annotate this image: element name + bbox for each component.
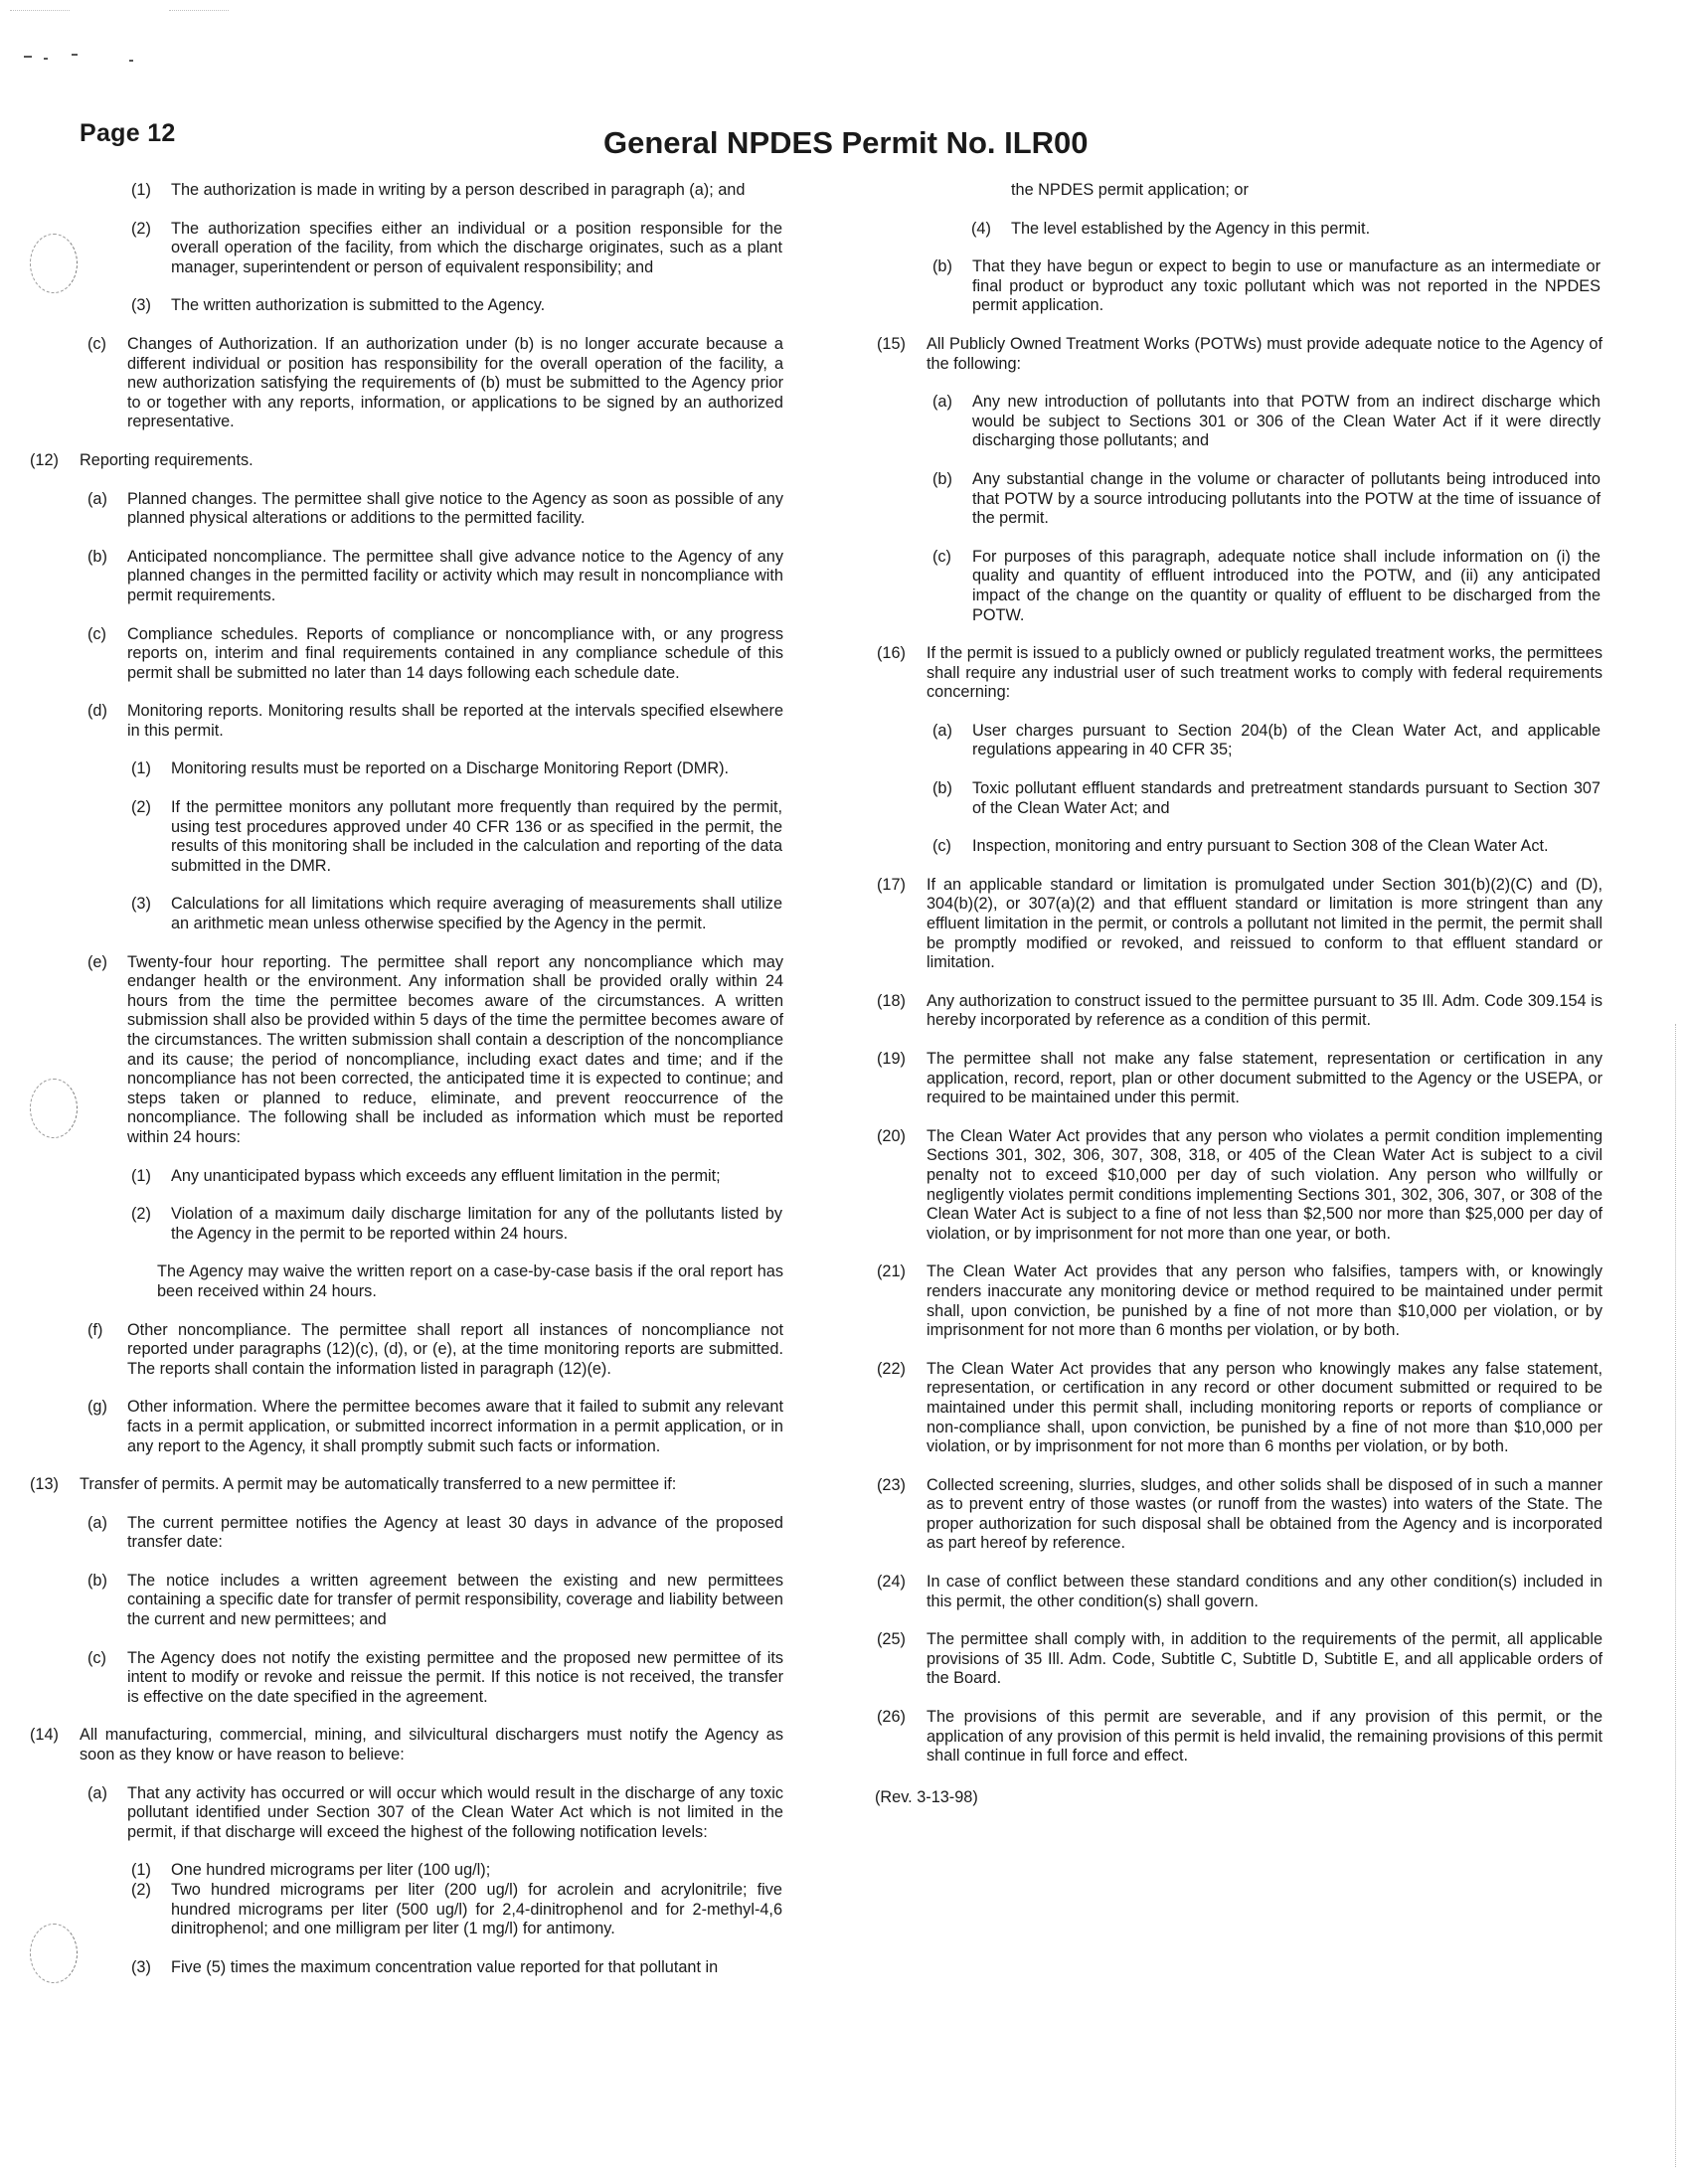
paragraph	[60, 798, 783, 876]
page-title: General NPDES Permit No. ILR00	[603, 125, 1089, 160]
paragraph	[875, 1573, 1605, 1611]
paragraph	[30, 450, 783, 471]
paragraph-number: (e)	[87, 952, 107, 971]
paragraph-text: Violation of a maximum daily discharge limitation for any of the pollutants listed by the Agency in the permit to be reported within 24 hours.	[171, 1205, 782, 1243]
paragraph-text: Two hundred micrograms per liter (200 ug/l) for acrolein and acrylonitrile; five hundred micrograms per liter (500 ug/l) for 2,4-dinitrophenol and for 2-methyl-4,6 dinitrophenol; and one milligram per liter (1 mg/l) for antimony.	[171, 1881, 782, 1938]
paragraph-number: (2)	[131, 1205, 151, 1224]
paragraph	[60, 490, 783, 529]
paragraph-number: (a)	[87, 489, 107, 508]
paragraph	[875, 548, 1605, 625]
paragraph-text: Planned changes. The permittee shall give notice to the Agency as soon as possible of any planned physical alterations or additions to the permitted facility.	[127, 489, 783, 528]
scan-top-dots-left	[10, 10, 70, 12]
paragraph-text: That any activity has occurred or will occur which would result in the discharge of any toxic pollutant identified under Section 307 of the Clean Water Act which is not limited in the permit, if that discharge will exceed the highest of the following notification levels:	[127, 1783, 783, 1841]
paragraph	[875, 992, 1605, 1031]
paragraph	[60, 1572, 783, 1630]
paragraph	[60, 181, 783, 201]
paragraph-text: Toxic pollutant effluent standards and pretreatment standards pursuant to Section 307 of the Clean Water Act; and	[972, 779, 1601, 817]
paragraph	[875, 779, 1605, 818]
paragraph-number: (17)	[877, 875, 906, 894]
paragraph-text: Monitoring results must be reported on a Discharge Monitoring Report (DMR).	[171, 759, 730, 778]
paragraph-number: (a)	[932, 721, 952, 740]
paragraph-number: (g)	[87, 1398, 107, 1417]
paragraph	[60, 953, 783, 1148]
paragraph-text: The Clean Water Act provides that any person who falsifies, tampers with, or knowingly renders inaccurate any monitoring device or method required to be maintained under permit shall, upon conviction, be punished by a fine of not more than $10,000 per violation, or by imprisonment for not more than 6 months per violation, or by both.	[927, 1262, 1603, 1340]
paragraph-number: (13)	[30, 1475, 59, 1494]
paragraph-number: (3)	[131, 895, 151, 914]
paragraph	[30, 1726, 783, 1764]
paragraph-text: Monitoring reports. Monitoring results shall be reported at the intervals specified elsewhere in this permit.	[127, 702, 783, 740]
paragraph-text: the NPDES permit application; or	[1011, 181, 1249, 199]
paragraph-number: (22)	[877, 1359, 906, 1378]
paragraph-number: (f)	[87, 1320, 103, 1339]
paragraph-number: (a)	[87, 1783, 107, 1802]
paragraph-text: The Clean Water Act provides that any person who knowingly makes any false statement, representation, or certification in any record or other document submitted or required to be maintained under this permit shall, including monitoring reports or reports of compliance or non-compliance shall, upon conviction, be punished by a fine of not more than $10,000 per violation, or by imprisonment for not more than 6 months per violation, or by both.	[927, 1359, 1603, 1456]
paragraph	[60, 1514, 783, 1553]
paragraph	[875, 220, 1605, 240]
paragraph	[875, 1708, 1605, 1766]
paragraph	[60, 296, 783, 316]
paragraph-text: Transfer of permits. A permit may be automatically transferred to a new permittee if:	[80, 1475, 677, 1494]
scan-edge-line	[1674, 1024, 1676, 2167]
paragraph-text: Five (5) times the maximum concentration value reported for that pollutant in	[171, 1957, 719, 1976]
paragraph-number: (25)	[877, 1630, 906, 1649]
paragraph	[875, 393, 1605, 451]
paragraph-text: All Publicly Owned Treatment Works (POTWs) must provide adequate notice to the Agency of the following:	[927, 334, 1603, 373]
paragraph	[875, 257, 1605, 316]
paragraph-number: (14)	[30, 1726, 59, 1745]
paragraph-text: Collected screening, slurries, sludges, and other solids shall be disposed of in such a manner as to prevent entry of those wastes (or runoff from the wastes) into waters of the State. The proper authorization for such disposal shall be obtained from the Agency and is incorporated as part hereof by reference.	[927, 1475, 1603, 1553]
paragraph-text: Any authorization to construct issued to the permittee pursuant to 35 Ill. Adm. Code 309.154 is hereby incorporated by reference as a condition of this permit.	[927, 991, 1603, 1030]
paragraph-text: The written authorization is submitted to the Agency.	[171, 296, 546, 315]
paragraph-number: (26)	[877, 1708, 906, 1727]
paragraph-number: (c)	[932, 837, 951, 856]
paragraph-number: (3)	[131, 296, 151, 315]
paragraph-text: If an applicable standard or limitation is promulgated under Section 301(b)(2)(C) and (D), 304(b)(2), or 307(a)(2) and that effluent standard or limitation is more stringent than any effluent limitation in the permit, or controls a pollutant not limited in the permit, the permit shall be promptly modified or revoked, and reissued to conform to that effluent standard or limitation.	[927, 875, 1603, 972]
paragraph-number: (d)	[87, 702, 107, 721]
paragraph-number: (4)	[971, 219, 991, 238]
revision-note: (Rev. 3-13-98)	[875, 1787, 978, 1806]
paragraph-text: The notice includes a written agreement between the existing and new permittees containing a specific date for transfer of permit responsibility, coverage and liability between the current and new permittees; and	[127, 1571, 783, 1629]
paragraph	[60, 702, 783, 741]
paragraph-text: The Clean Water Act provides that any person who violates a permit condition implementing Sections 301, 302, 306, 307, 308, 318, or 405 of the Clean Water Act is subject to a civil penalty not to exceed $10,000 per day of such violation. Any person who willfully or negligently violates permit conditions implementing Sections 301, 302, 306, 307, or 308 of the Clean Water Act is subject to a fine of not less than $2,500 nor more than $25,000 per day of violation, or by imprisonment for not more than one year, or both.	[927, 1126, 1603, 1243]
paragraph	[60, 1262, 783, 1301]
paragraph-number: (c)	[87, 1648, 106, 1667]
paragraph-text: All manufacturing, commercial, mining, and silvicultural dischargers must notify the Agency as soon as they know or have reason to believe:	[80, 1726, 783, 1764]
paragraph-number: (b)	[87, 547, 107, 566]
scan-speck	[44, 58, 48, 60]
paragraph-number: (15)	[877, 334, 906, 353]
paragraph-text: Reporting requirements.	[80, 450, 253, 469]
paragraph	[875, 181, 1605, 201]
paragraph-number: (19)	[877, 1050, 906, 1068]
paragraph-number: (b)	[932, 257, 952, 276]
paragraph-number: (2)	[131, 1881, 151, 1899]
paragraph-text: The authorization specifies either an individual or a position responsible for the overall operation of the facility, from which the discharge originates, such as a plant manager, superintendent or person of equivalent responsibility; and	[171, 219, 782, 276]
paragraph	[60, 1881, 783, 1939]
paragraph-number: (c)	[932, 547, 951, 566]
paragraph-number: (1)	[131, 1166, 151, 1185]
paragraph-number: (3)	[131, 1957, 151, 1976]
paragraph-text: The Agency does not notify the existing permittee and the proposed new permittee of its intent to modify or revoke and reissue the permit. If this notice is not received, the transfer is effective on the date specified in the agreement.	[127, 1648, 783, 1706]
paragraph	[60, 1321, 783, 1380]
paragraph	[60, 1398, 783, 1456]
paragraph	[60, 548, 783, 606]
paragraph	[875, 722, 1605, 760]
paragraph-text: The Agency may waive the written report on a case-by-case basis if the oral report has been received within 24 hours.	[157, 1262, 783, 1300]
scan-speck	[129, 60, 133, 62]
paragraph-number: (1)	[131, 1861, 151, 1880]
paragraph	[875, 470, 1605, 529]
paragraph-number: (20)	[877, 1126, 906, 1145]
paragraph	[875, 1127, 1605, 1245]
paragraph-text: The permittee shall not make any false statement, representation or certification in any application, record, report, plan or other document submitted to the Agency or the USEPA, or required to be maintained under this permit.	[927, 1050, 1603, 1107]
paragraph-number: (b)	[932, 469, 952, 488]
page-number: Page 12	[80, 119, 176, 147]
right-column	[875, 181, 1605, 1807]
paragraph-text: The level established by the Agency in this permit.	[1011, 219, 1371, 238]
paragraph	[60, 895, 783, 933]
paragraph-text: The permittee shall comply with, in addition to the requirements of the permit, all applicable provisions of 35 Ill. Adm. Code, Subtitle C, Subtitle D, Subtitle E, and all applicable orders of the Board.	[927, 1630, 1603, 1688]
paragraph-number: (b)	[932, 779, 952, 798]
paragraph	[875, 1630, 1605, 1689]
scan-speck	[24, 56, 32, 58]
scan-speck	[72, 54, 78, 56]
paragraph-text: If the permittee monitors any pollutant more frequently than required by the permit, using test procedures approved under 40 CFR 136 or as specified in the permit, the results of this monitoring shall be included in the calculation and reporting of the data submitted in the DMR.	[171, 798, 782, 875]
paragraph-number: (c)	[87, 334, 106, 353]
paragraph-text: Compliance schedules. Reports of compliance or noncompliance with, or any progress reports on, interim and final requirements contained in any compliance schedule of this permit shall be submitted no later than 14 days following each schedule date.	[127, 624, 783, 682]
paragraph-text: The provisions of this permit are severable, and if any provision of this permit, or the application of any provision of this permit is held invalid, the remaining provisions of this permit shall continue in full force and effect.	[927, 1708, 1603, 1765]
paragraph	[875, 1360, 1605, 1457]
paragraph-text: Any substantial change in the volume or character of pollutants being introduced into that POTW by a source introducing pollutants into the POTW at the time of issuance of the permit.	[972, 469, 1601, 528]
paragraph-number: (16)	[877, 644, 906, 663]
paragraph-text: One hundred micrograms per liter (100 ug/l);	[171, 1861, 491, 1880]
paragraph	[875, 876, 1605, 973]
paragraph	[875, 837, 1605, 857]
paragraph	[875, 1476, 1605, 1554]
paragraph-number: (24)	[877, 1573, 906, 1592]
paragraph	[60, 759, 783, 779]
left-column	[30, 181, 783, 1996]
paragraph	[875, 644, 1605, 703]
paragraph	[30, 1475, 783, 1495]
paragraph-number: (2)	[131, 219, 151, 238]
paragraph-text: Inspection, monitoring and entry pursuant to Section 308 of the Clean Water Act.	[972, 837, 1549, 856]
paragraph	[60, 220, 783, 278]
paragraph-text: User charges pursuant to Section 204(b) of the Clean Water Act, and applicable regulations appearing in 40 CFR 35;	[972, 721, 1601, 759]
paragraph-number: (18)	[877, 991, 906, 1010]
paragraph-number: (1)	[131, 181, 151, 199]
scan-top-dots-mid	[169, 10, 229, 12]
paragraph-text: The current permittee notifies the Agency at least 30 days in advance of the proposed transfer date:	[127, 1513, 783, 1552]
paragraph-text: Any unanticipated bypass which exceeds any effluent limitation in the permit;	[171, 1166, 721, 1185]
paragraph-text: Other information. Where the permittee becomes aware that it failed to submit any relevant facts in a permit application, or submitted incorrect information in a permit application, or in any report to the Agency, it shall promptly submit such facts or information.	[127, 1398, 783, 1455]
paragraph	[60, 1167, 783, 1187]
paragraph-text: Calculations for all limitations which require averaging of measurements shall utilize an arithmetic mean unless otherwise specified by the Agency in the permit.	[171, 895, 782, 933]
paragraph-text: In case of conflict between these standard conditions and any other condition(s) included in this permit, the other condition(s) shall govern.	[927, 1573, 1603, 1610]
paragraph-number: (1)	[131, 759, 151, 778]
paragraph	[60, 1861, 783, 1881]
paragraph	[875, 335, 1605, 374]
paragraph	[60, 1649, 783, 1708]
paragraph-number: (23)	[877, 1475, 906, 1494]
paragraph-text: If the permit is issued to a publicly owned or publicly regulated treatment works, the permittees shall require any industrial user of such treatment works to comply with federal requirements concerning:	[927, 644, 1603, 702]
paragraph-text: Any new introduction of pollutants into that POTW from an indirect discharge which would be subject to Sections 301 or 306 of the Clean Water Act if it were directly discharging those pollutants; and	[972, 393, 1601, 450]
paragraph-text: Other noncompliance. The permittee shall report all instances of noncompliance not reported under paragraphs (12)(c), (d), or (e), at the time monitoring reports are submitted. The reports shall contain the information listed in paragraph (12)(e).	[127, 1320, 783, 1378]
paragraph-text: Changes of Authorization. If an authorization under (b) is no longer accurate because a different individual or position has responsibility for the overall operation of the facility, a new authorization satisfying the requirements of (b) must be submitted to the Agency prior to or together with any reports, information, or applications to be signed by an authorized representative.	[127, 334, 783, 431]
paragraph-number: (a)	[87, 1513, 107, 1532]
paragraph	[60, 625, 783, 684]
paragraph-number: (12)	[30, 450, 59, 469]
paragraph	[60, 1205, 783, 1244]
paragraph	[60, 1958, 783, 1978]
paragraph-text: The authorization is made in writing by a person described in paragraph (a); and	[171, 181, 746, 199]
paragraph	[875, 1262, 1605, 1340]
paragraph-number: (b)	[87, 1571, 107, 1590]
paragraph-text: Anticipated noncompliance. The permittee shall give advance notice to the Agency of any planned changes in the permitted facility or activity which may result in noncompliance with permit requirements.	[127, 547, 783, 604]
paragraph-text: That they have begun or expect to begin to use or manufacture as an intermediate or final product or byproduct any toxic pollutant which was not reported in the NPDES permit application.	[972, 257, 1601, 315]
paragraph	[60, 1784, 783, 1843]
paragraph	[875, 1050, 1605, 1108]
paragraph-text: Twenty-four hour reporting. The permittee shall report any noncompliance which may endanger health or the environment. Any information shall be provided orally within 24 hours from the time the permittee becomes aware of the circumstances. A written submission shall also be provided within 5 days of the time the permittee becomes aware of the circumstances. The written submission shall contain a description of the noncompliance and its cause; the period of noncompliance, including exact dates and time; and if the noncompliance has not been corrected, the anticipated time it is expected to continue; and steps taken or planned to reduce, eliminate, and prevent reoccurrence of the noncompliance. The following shall be included as information which must be reported within 24 hours:	[127, 952, 783, 1146]
paragraph-number: (21)	[877, 1262, 906, 1281]
paragraph-number: (a)	[932, 393, 952, 412]
paragraph	[60, 335, 783, 432]
paragraph-number: (2)	[131, 798, 151, 817]
paragraph-text: For purposes of this paragraph, adequate notice shall include information on (i) the quality and quantity of effluent introduced into the POTW, and (ii) any anticipated impact of the change on the quantity or quality of effluent to be discharged from the POTW.	[972, 547, 1601, 624]
paragraph-number: (c)	[87, 624, 106, 643]
